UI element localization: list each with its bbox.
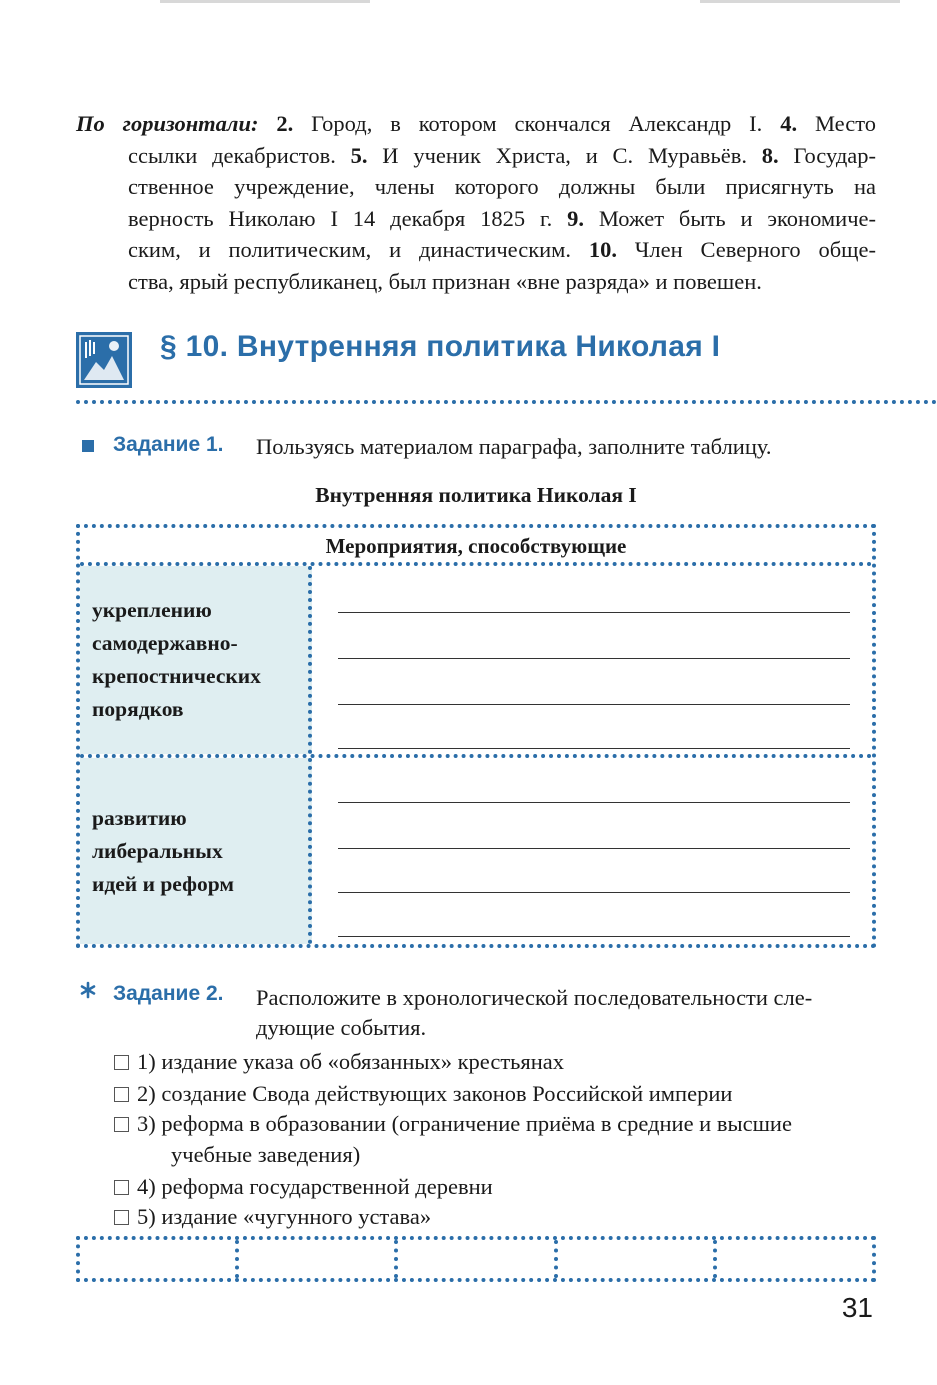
asterisk-icon [78, 980, 98, 1000]
checkbox[interactable] [114, 1117, 129, 1132]
answer-cell[interactable] [558, 1240, 717, 1278]
list-item: 3) реформа в образовании (ограничение приёма в средние и высшие учебные заведения) [114, 1108, 792, 1170]
table-row [80, 566, 872, 758]
top-edge-remnant [160, 0, 370, 3]
answer-line[interactable] [338, 848, 850, 849]
clues-lead: По горизонтали: [76, 111, 259, 136]
section-illustration-icon [76, 332, 132, 388]
answer-line[interactable] [338, 748, 850, 749]
policy-table [76, 524, 876, 948]
answer-line[interactable] [338, 658, 850, 659]
clue-line: ссылки декабристов. 5. И ученик Христа, и С. Муравьёв. 8. Государ- [128, 142, 876, 168]
list-item: 1) издание указа об «обязанных» крестьянах [114, 1046, 564, 1077]
task1-text: Пользуясь материалом параграфа, заполните таблицу. [256, 434, 772, 459]
table-header: Мероприятия, способствующие [80, 528, 872, 566]
answer-line[interactable] [338, 802, 850, 803]
list-item: 4) реформа государственной деревни [114, 1171, 493, 1202]
answer-line[interactable] [338, 612, 850, 613]
answer-line[interactable] [338, 892, 850, 893]
row-label-liberal: развитию либеральных идей и реформ [80, 758, 312, 944]
answer-sequence-row [76, 1236, 876, 1282]
checkbox[interactable] [114, 1055, 129, 1070]
checkbox[interactable] [114, 1180, 129, 1195]
clue-line: ства, ярый республиканец, был признан «вне разряда» и повешен. [128, 268, 762, 294]
task2-text-line1: Расположите в хронологической последовательности сле- [256, 985, 813, 1010]
section-title: § 10. Внутренняя политика Николая I [160, 330, 721, 363]
answer-cell[interactable] [717, 1240, 872, 1278]
clue-line: ским, и политическим, и династическим. 10. Член Северного обще- [128, 237, 876, 262]
task2-label: Задание 2. [113, 982, 224, 1005]
answer-cell[interactable] [398, 1240, 557, 1278]
answer-line[interactable] [338, 704, 850, 705]
crossword-clues [76, 108, 876, 297]
list-item: 5) издание «чугунного устава» [114, 1201, 431, 1232]
answer-line[interactable] [338, 936, 850, 937]
clue-line: ственное учреждение, члены которого должны были присягнуть на [128, 174, 876, 199]
task1-label: Задание 1. [113, 433, 224, 456]
table-caption: Внутренняя политика Николая I [315, 483, 637, 507]
row-label-autocracy: укреплению самодержавно- крепостнических порядков [80, 566, 312, 754]
checkbox[interactable] [114, 1087, 129, 1102]
task-square-icon [82, 440, 94, 452]
section-divider [76, 400, 937, 404]
top-edge-remnant [700, 0, 900, 3]
table-row [80, 758, 872, 944]
clue-line: верность Николаю I 14 декабря 1825 г. 9. Может быть и экономиче- [128, 205, 876, 231]
clue-line: По горизонтали: 2. Город, в котором скончался Александр I. 4. Место [76, 111, 876, 136]
answer-cell[interactable] [80, 1240, 239, 1278]
page-number: 31 [841, 1292, 873, 1323]
task2-text-line2: дующие события. [256, 1015, 427, 1040]
checkbox[interactable] [114, 1210, 129, 1225]
list-item: 2) создание Свода действующих законов Российской империи [114, 1078, 732, 1109]
answer-cell[interactable] [239, 1240, 398, 1278]
